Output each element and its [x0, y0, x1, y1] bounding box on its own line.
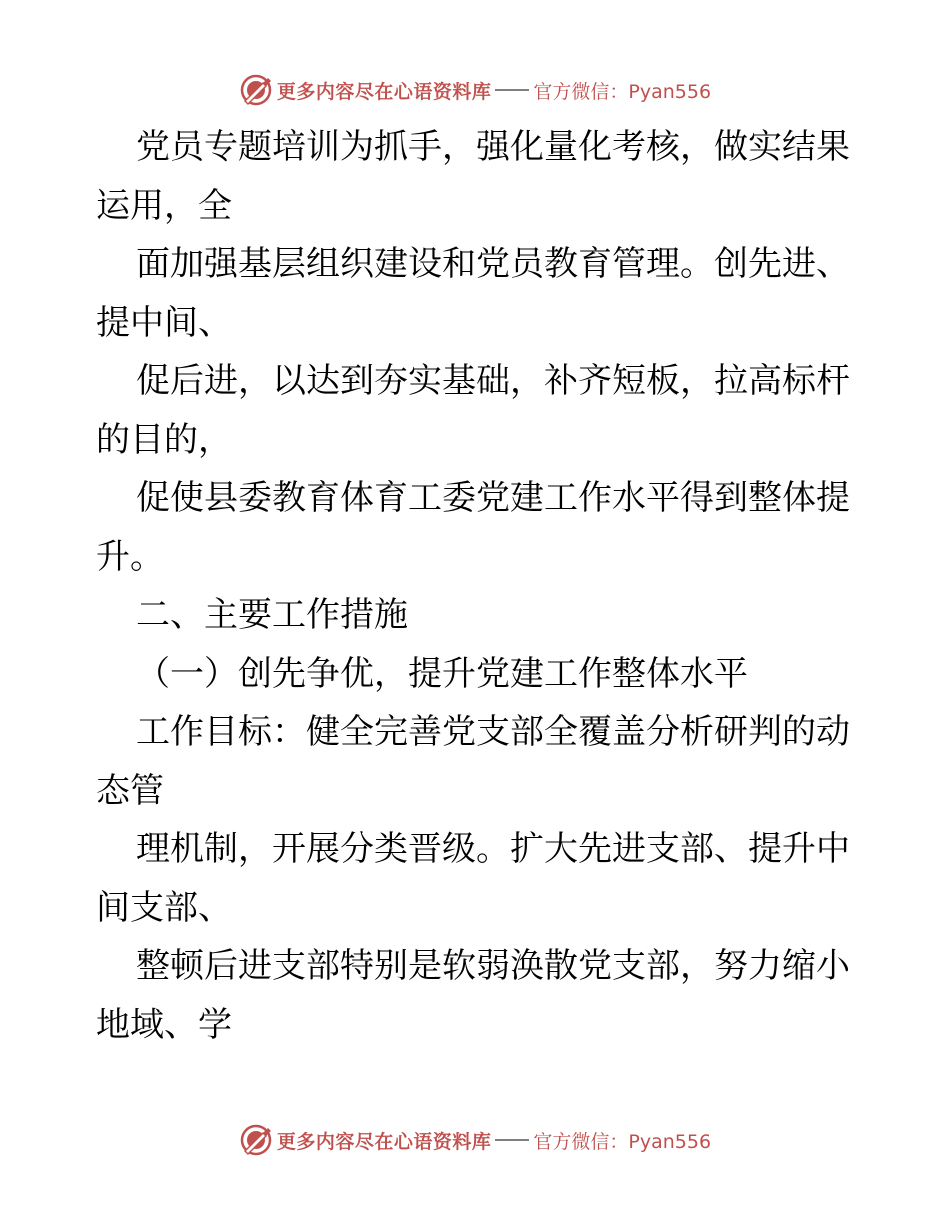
- body-line: 面加强基层组织建设和党员教育管理。创先进、: [136, 244, 850, 284]
- body-line: 间支部、: [96, 887, 232, 928]
- pen-logo-icon: [239, 1123, 273, 1157]
- body-line: 提中间、: [96, 302, 232, 343]
- header-wechat-text: 官方微信：Pyan556: [533, 80, 712, 103]
- footer-wechat-text: 官方微信：Pyan556: [533, 1130, 712, 1153]
- footer-brand-text: 更多内容尽在心语资料库: [276, 1130, 492, 1153]
- body-line: 升。: [96, 536, 164, 577]
- body-line: 整顿后进支部特别是软弱涣散党支部，努力缩小: [136, 946, 850, 986]
- header-brand-text: 更多内容尽在心语资料库: [276, 80, 492, 103]
- subsection-heading: （一）创先争优，提升党建工作整体水平: [136, 653, 748, 694]
- body-line: 理机制，开展分类晋级。扩大先进支部、提升中: [136, 829, 850, 869]
- footer-dash: [495, 1139, 529, 1141]
- body-line: 地域、学: [96, 1004, 232, 1045]
- body-line: 促使县委教育体育工委党建工作水平得到整体提: [136, 478, 850, 518]
- document-body: [96, 118, 866, 1054]
- header-dash: [495, 89, 529, 91]
- footer-banner: [0, 1120, 950, 1160]
- body-line: 党员专题培训为抓手，强化量化考核，做实结果: [136, 127, 850, 167]
- body-line: 运用，全: [96, 185, 232, 226]
- section-heading: 二、主要工作措施: [136, 595, 408, 635]
- header-banner: [0, 70, 950, 110]
- body-line: 的目的，: [96, 419, 232, 460]
- body-line: 态管: [96, 770, 164, 811]
- pen-logo-icon: [239, 73, 273, 107]
- body-line: 促后进，以达到夯实基础，补齐短板，拉高标杆: [136, 361, 850, 401]
- body-line: 工作目标：健全完善党支部全覆盖分析研判的动: [136, 712, 850, 752]
